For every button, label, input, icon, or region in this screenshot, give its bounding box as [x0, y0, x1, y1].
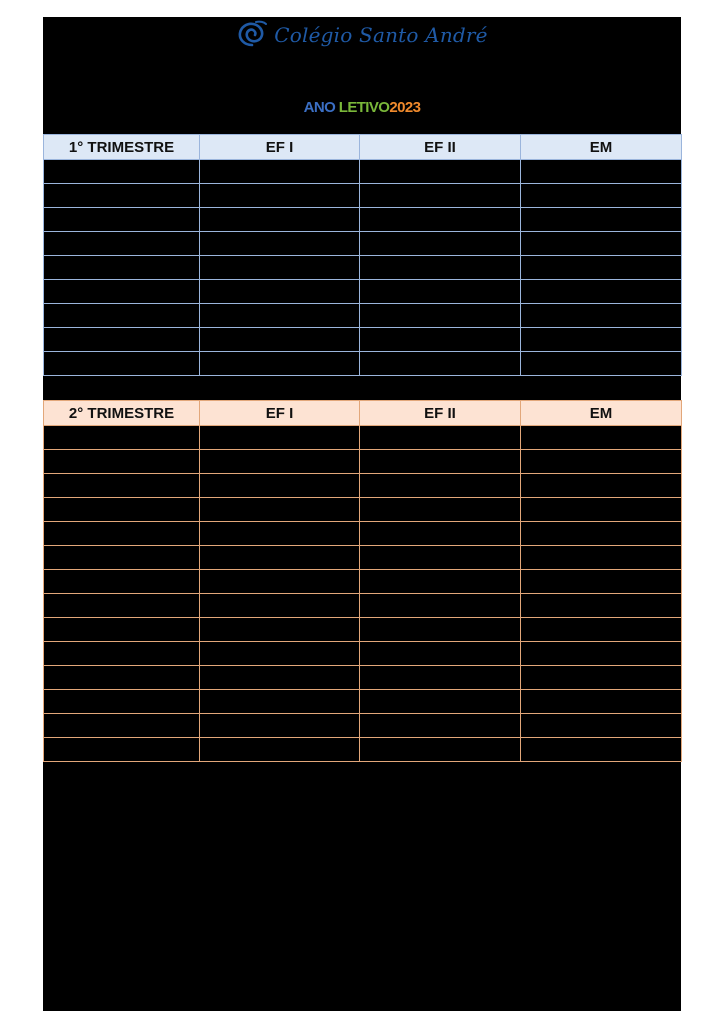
table-cell	[200, 474, 360, 498]
table-cell	[44, 570, 200, 594]
table-cell	[200, 280, 360, 304]
table-row	[44, 426, 682, 450]
table-cell	[521, 304, 682, 328]
table-cell	[200, 328, 360, 352]
table-row	[44, 594, 682, 618]
table-cell	[360, 738, 521, 762]
table-cell	[521, 690, 682, 714]
table-cell	[360, 208, 521, 232]
table-cell	[200, 714, 360, 738]
table-cell	[200, 208, 360, 232]
year-title-word-letivo: LETIVO	[338, 99, 390, 116]
table-cell	[44, 690, 200, 714]
table-cell	[44, 522, 200, 546]
table-row	[44, 352, 682, 376]
header-ef-i: EF I	[200, 401, 360, 426]
table-cell	[521, 352, 682, 376]
second-trimester-table	[43, 400, 682, 762]
table-row	[44, 546, 682, 570]
table-row	[44, 498, 682, 522]
table-cell	[360, 184, 521, 208]
table-cell	[360, 328, 521, 352]
school-logo	[43, 17, 681, 53]
table-cell	[521, 160, 682, 184]
header-ef-ii: EF II	[360, 135, 521, 160]
table-cell	[200, 160, 360, 184]
first-trimester-table	[43, 134, 682, 376]
table-cell	[200, 642, 360, 666]
table-row	[44, 256, 682, 280]
table-cell	[521, 280, 682, 304]
table-cell	[521, 714, 682, 738]
table-row	[44, 208, 682, 232]
table-row	[44, 738, 682, 762]
table-cell	[200, 594, 360, 618]
table-row	[44, 304, 682, 328]
table-cell	[360, 690, 521, 714]
table-cell	[360, 522, 521, 546]
table-cell	[200, 232, 360, 256]
table-cell	[521, 570, 682, 594]
table-cell	[521, 522, 682, 546]
table-cell	[521, 184, 682, 208]
table-cell	[44, 256, 200, 280]
table-cell	[44, 738, 200, 762]
table-cell	[44, 498, 200, 522]
table-row	[44, 474, 682, 498]
table-cell	[44, 232, 200, 256]
table-cell	[521, 738, 682, 762]
year-title-word-ano: ANO	[303, 99, 336, 116]
table-cell	[360, 642, 521, 666]
table-cell	[44, 450, 200, 474]
table-row	[44, 690, 682, 714]
table-cell	[521, 594, 682, 618]
table-cell	[44, 618, 200, 642]
table-cell	[360, 498, 521, 522]
table-cell	[200, 184, 360, 208]
table-cell	[44, 328, 200, 352]
table-row	[44, 714, 682, 738]
table-cell	[200, 666, 360, 690]
table-cell	[360, 352, 521, 376]
table-cell	[44, 304, 200, 328]
table-cell	[200, 352, 360, 376]
table-cell	[44, 642, 200, 666]
table-row	[44, 184, 682, 208]
header-ef-i: EF I	[200, 135, 360, 160]
table-cell	[200, 522, 360, 546]
table-cell	[521, 666, 682, 690]
header-em: EM	[521, 401, 682, 426]
table-cell	[200, 738, 360, 762]
table-cell	[521, 232, 682, 256]
header-ef-ii: EF II	[360, 401, 521, 426]
table-cell	[360, 426, 521, 450]
header-trimester: 1° TRIMESTRE	[44, 135, 200, 160]
table-cell	[200, 426, 360, 450]
table-cell	[521, 498, 682, 522]
table-cell	[360, 160, 521, 184]
table-cell	[360, 546, 521, 570]
table-cell	[360, 618, 521, 642]
document-page	[43, 17, 681, 1011]
table-row	[44, 280, 682, 304]
table-cell	[360, 474, 521, 498]
header-trimester: 2° TRIMESTRE	[44, 401, 200, 426]
table-row	[44, 618, 682, 642]
table-cell	[360, 232, 521, 256]
table-cell	[360, 570, 521, 594]
table-cell	[44, 714, 200, 738]
table-cell	[521, 450, 682, 474]
table-cell	[521, 256, 682, 280]
table-cell	[521, 474, 682, 498]
table-header-row	[44, 135, 682, 160]
table-cell	[200, 570, 360, 594]
table-row	[44, 666, 682, 690]
table-row	[44, 328, 682, 352]
table-cell	[200, 450, 360, 474]
table-cell	[44, 280, 200, 304]
table-cell	[44, 594, 200, 618]
table-cell	[521, 426, 682, 450]
table-cell	[200, 690, 360, 714]
school-name: Colégio Santo André	[274, 23, 488, 47]
table-cell	[360, 714, 521, 738]
table-cell	[360, 666, 521, 690]
table-row	[44, 642, 682, 666]
table-cell	[44, 666, 200, 690]
table-cell	[521, 618, 682, 642]
table-cell	[360, 256, 521, 280]
table-cell	[200, 498, 360, 522]
table-row	[44, 450, 682, 474]
table-cell	[200, 618, 360, 642]
table-cell	[44, 184, 200, 208]
table-row	[44, 570, 682, 594]
spiral-logo-icon	[236, 19, 268, 51]
table-cell	[521, 208, 682, 232]
table-cell	[44, 352, 200, 376]
table-cell	[200, 304, 360, 328]
table-cell	[200, 256, 360, 280]
table-header-row	[44, 401, 682, 426]
year-title-year: 2023	[389, 99, 421, 116]
table-cell	[44, 474, 200, 498]
table-cell	[44, 426, 200, 450]
table-cell	[521, 642, 682, 666]
table-cell	[360, 450, 521, 474]
table-row	[44, 160, 682, 184]
header-em: EM	[521, 135, 682, 160]
table-row	[44, 522, 682, 546]
table-row	[44, 232, 682, 256]
table-cell	[44, 208, 200, 232]
table-cell	[44, 160, 200, 184]
table-cell	[360, 304, 521, 328]
table-cell	[360, 280, 521, 304]
table-cell	[521, 546, 682, 570]
table-cell	[44, 546, 200, 570]
table-cell	[200, 546, 360, 570]
school-year-title	[43, 99, 681, 116]
table-cell	[521, 328, 682, 352]
table-cell	[360, 594, 521, 618]
